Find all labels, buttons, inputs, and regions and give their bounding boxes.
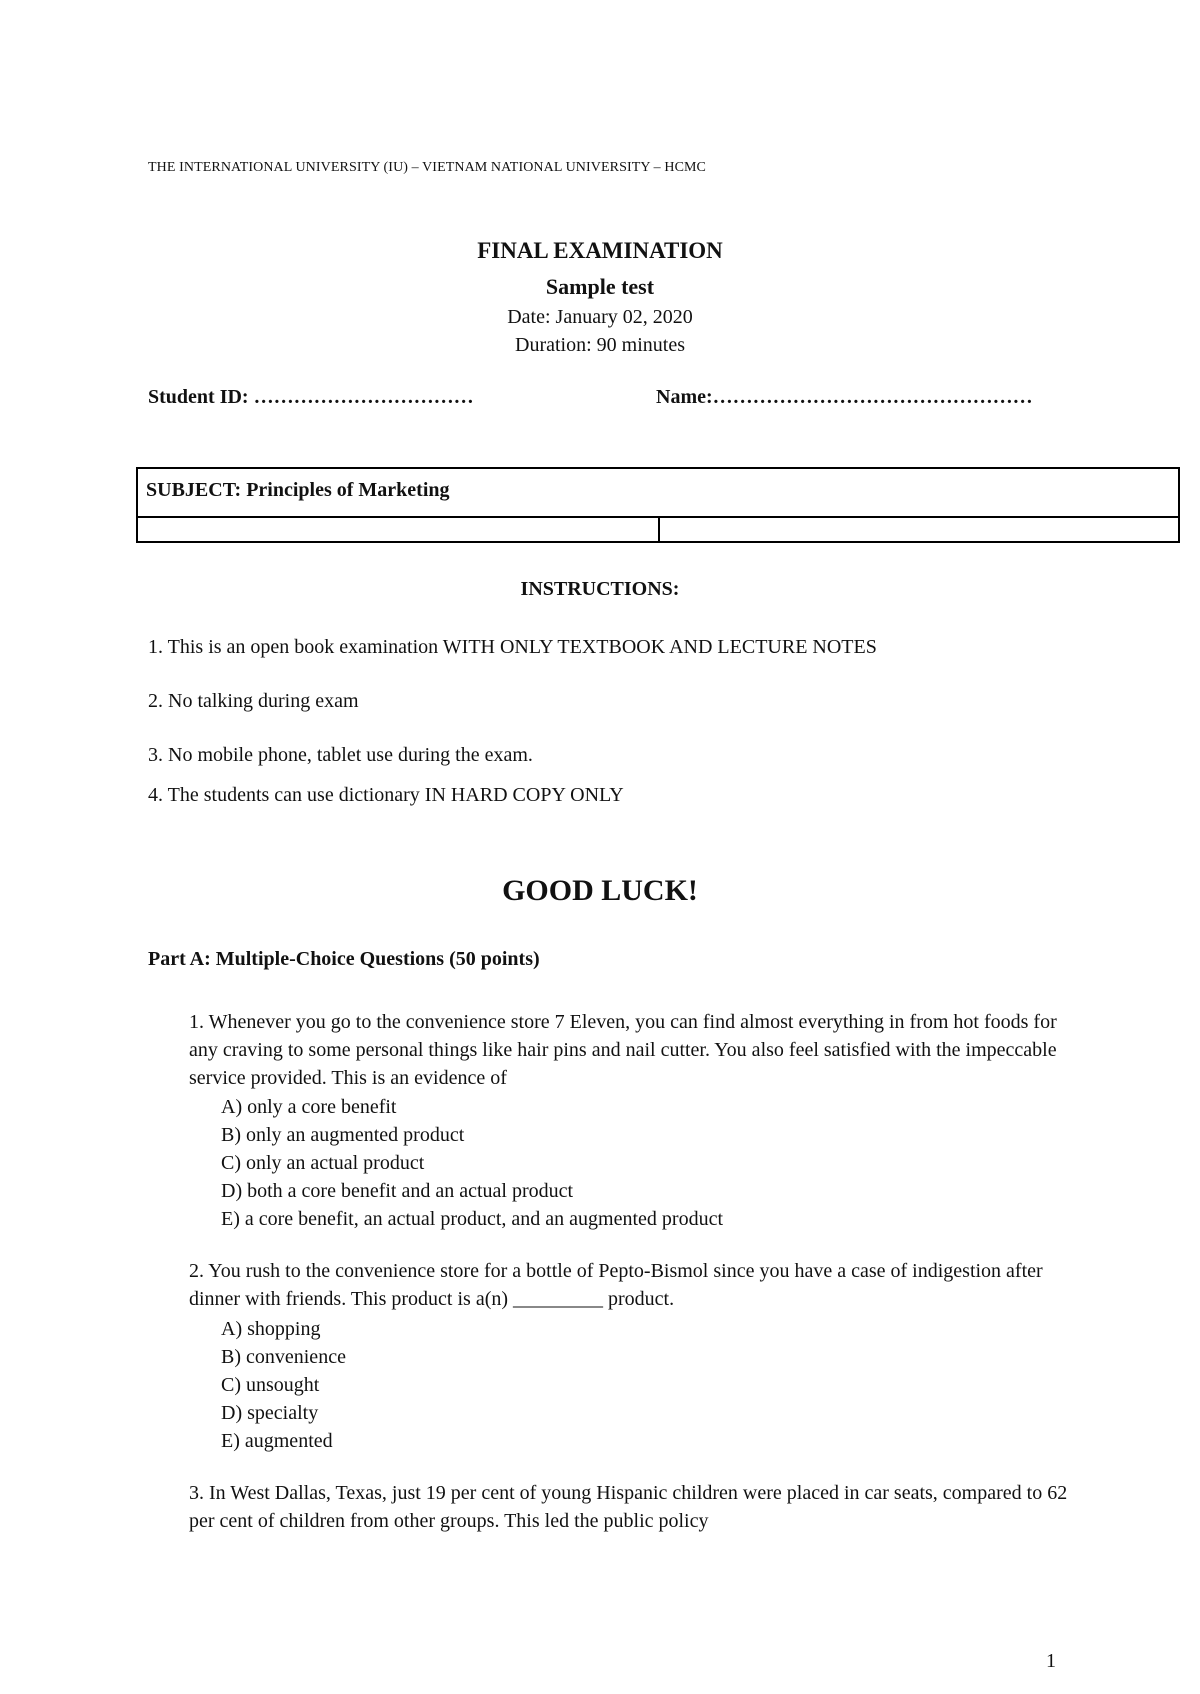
subject-label: SUBJECT: Principles of Marketing [138, 469, 1178, 518]
student-name-field: Name:………………………………………… [656, 386, 1033, 408]
exam-date: Date: January 02, 2020 [507, 306, 693, 328]
question-1-option: D) both a core benefit and an actual product [221, 1180, 574, 1202]
question-3-text: 3. In West Dallas, Texas, just 19 per cent of young Hispanic children were placed in car seats, compared to 62 per cent of children from other groups. This led the public policy [189, 1482, 1068, 1532]
question-1-option: B) only an augmented product [221, 1124, 465, 1146]
instruction-item: 4. The students can use dictionary IN HARD COPY ONLY [148, 784, 624, 806]
instruction-item: 3. No mobile phone, tablet use during the exam. [148, 744, 533, 766]
question-1-option: C) only an actual product [221, 1152, 425, 1174]
good-luck-heading: GOOD LUCK! [502, 874, 698, 907]
instruction-item: 1. This is an open book examination WITH ONLY TEXTBOOK AND LECTURE NOTES [148, 636, 877, 658]
question-2-option: C) unsought [221, 1374, 320, 1396]
exam-subtitle: Sample test [545, 274, 655, 299]
exam-duration: Duration: 90 minutes [515, 334, 685, 356]
instruction-item: 2. No talking during exam [148, 690, 359, 712]
question-2-text: 2. You rush to the convenience store for a bottle of Pepto-Bismol since you have a case of indigestion after dinner with friends. This product is a(n) _________ product. [189, 1260, 1043, 1310]
question-1-text: 1. Whenever you go to the convenience store 7 Eleven, you can find almost everything in from hot foods for any craving to some personal things like hair pins and nail cutter. You also feel satisfied with the impeccable service provided. This is an evidence of [189, 1011, 1057, 1089]
part-a-heading: Part A: Multiple-Choice Questions (50 points) [148, 948, 540, 970]
institution-header: THE INTERNATIONAL UNIVERSITY (IU) – VIETNAM NATIONAL UNIVERSITY – HCMC [148, 160, 706, 175]
question-1-option: A) only a core benefit [221, 1096, 397, 1118]
exam-title: FINAL EXAMINATION [477, 238, 723, 263]
question-2-option: B) convenience [221, 1346, 346, 1368]
page-number: 1 [1046, 1650, 1056, 1672]
question-1-option: E) a core benefit, an actual product, and an augmented product [221, 1208, 724, 1230]
question-2-option: E) augmented [221, 1430, 333, 1452]
student-id-field: Student ID: …………………………… [148, 386, 474, 408]
subject-table [136, 467, 1180, 543]
table-divider [658, 518, 660, 541]
question-2-option: D) specialty [221, 1402, 319, 1424]
question-2-option: A) shopping [221, 1318, 321, 1340]
instructions-heading: INSTRUCTIONS: [520, 578, 680, 600]
